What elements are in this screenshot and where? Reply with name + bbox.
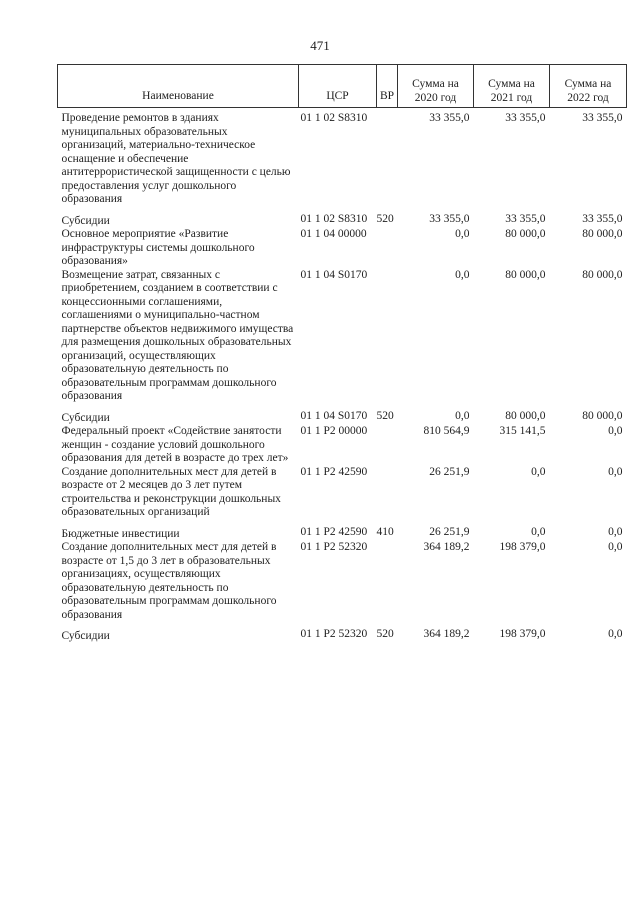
table-row	[58, 112, 627, 207]
row-csr: 01 1 P2 52320	[300, 628, 368, 640]
row-name: Субсидии	[61, 630, 110, 642]
header-csr: ЦСР	[299, 65, 377, 108]
row-vr: 520	[376, 628, 394, 640]
row-vr	[377, 541, 398, 622]
row-sum-2021: 315 141,5	[499, 425, 546, 437]
row-vr	[377, 425, 398, 466]
row-sum-2020: 26 251,9	[429, 525, 470, 538]
row-sum-2022: 80 000,0	[582, 268, 623, 281]
row-sum-2020: 364 189,2	[423, 628, 470, 640]
header-name: Наименование	[58, 65, 299, 108]
row-vr	[377, 228, 398, 269]
row-sum-2021: 0,0	[531, 525, 546, 538]
row-sum-2020: 0,0	[455, 228, 470, 240]
row-sum-2020: 810 564,9	[423, 425, 470, 437]
row-vr	[377, 112, 398, 207]
row-vr: 520	[376, 212, 394, 225]
table-row	[58, 466, 627, 520]
row-name: Возмещение затрат, связанных с приобретением, созданием в соответствии с концессионными соглашениями, соглашениями о муниципально-частном партнерстве объектов недвижимого имущества для размещения дошкольных образовательных организаций, осуществляющих образовательную деятельность по образовательным программам дошкольного образования	[61, 268, 294, 402]
row-sum-2022: 0,0	[608, 465, 623, 478]
row-sum-2021: 198 379,0	[499, 541, 546, 553]
row-csr: 01 1 02 S8310	[300, 112, 368, 124]
row-sum-2020: 26 251,9	[429, 465, 470, 478]
table-row	[58, 520, 627, 542]
page-number: 471	[310, 38, 330, 53]
row-name: Субсидии	[61, 214, 110, 227]
header-sum-2020: Сумма на 2020 год	[398, 65, 474, 108]
row-csr: 01 1 P2 42590	[300, 525, 368, 538]
row-sum-2022: 0,0	[608, 628, 623, 640]
row-sum-2020: 33 355,0	[429, 112, 470, 124]
row-vr: 520	[376, 409, 394, 422]
row-name: Бюджетные инвестиции	[61, 527, 180, 540]
row-sum-2021: 198 379,0	[499, 628, 546, 640]
row-sum-2022: 80 000,0	[582, 228, 623, 240]
row-vr: 410	[376, 525, 394, 538]
row-sum-2021: 33 355,0	[505, 212, 546, 225]
row-csr: 01 1 04 S0170	[300, 409, 368, 422]
row-name: Основное мероприятие «Развитие инфраструктуры системы дошкольного образования»	[61, 228, 255, 267]
row-sum-2022: 80 000,0	[582, 409, 623, 422]
table-header	[58, 65, 627, 108]
table-body	[58, 108, 627, 644]
row-name: Проведение ремонтов в зданиях муниципальных образовательных организаций, материально-техническое оснащение и обеспечение антитеррористической защищенности с целью предоставления услуг дошкольного образования	[61, 112, 291, 205]
row-csr: 01 1 04 S0170	[300, 268, 368, 281]
row-name: Создание дополнительных мест для детей в возрасте от 2 месяцев до 3 лет путем строительства и реконструкции дошкольных образовательных организаций	[61, 465, 281, 518]
table-row	[58, 207, 627, 229]
row-csr: 01 1 02 S8310	[300, 212, 368, 225]
header-sum-2021: Сумма на 2021 год	[474, 65, 550, 108]
row-sum-2021: 80 000,0	[505, 228, 546, 240]
table-row	[58, 425, 627, 466]
header-sum-2022: Сумма на 2022 год	[550, 65, 627, 108]
row-csr: 01 1 P2 42590	[300, 465, 368, 478]
budget-table	[57, 64, 627, 644]
row-sum-2021: 80 000,0	[505, 409, 546, 422]
row-name: Федеральный проект «Содействие занятости женщин - создание условий дошкольного образования для детей в возрасте до трех лет»	[61, 425, 289, 464]
row-sum-2020: 33 355,0	[429, 212, 470, 225]
row-sum-2022: 33 355,0	[582, 112, 623, 124]
row-sum-2021: 80 000,0	[505, 268, 546, 281]
table-row	[58, 622, 627, 644]
table-row	[58, 269, 627, 404]
row-sum-2022: 0,0	[608, 425, 623, 437]
row-sum-2022: 0,0	[608, 541, 623, 553]
row-sum-2021: 33 355,0	[505, 112, 546, 124]
header-vr: ВР	[377, 65, 398, 108]
row-sum-2020: 0,0	[455, 268, 470, 281]
row-sum-2022: 0,0	[608, 525, 623, 538]
row-vr	[377, 466, 398, 520]
row-name: Субсидии	[61, 411, 110, 424]
row-name: Создание дополнительных мест для детей в возрасте от 1,5 до 3 лет в образовательных организациях, осуществляющих образовательную деятельность по образовательным программам дошкольного образования	[61, 541, 277, 621]
row-sum-2020: 364 189,2	[423, 541, 470, 553]
table-row	[58, 228, 627, 269]
row-sum-2021: 0,0	[531, 465, 546, 478]
row-csr: 01 1 P2 52320	[300, 541, 368, 553]
row-vr	[377, 269, 398, 404]
row-csr: 01 1 P2 00000	[300, 425, 368, 437]
row-csr: 01 1 04 00000	[300, 228, 367, 240]
table-row	[58, 404, 627, 426]
row-sum-2020: 0,0	[455, 409, 470, 422]
row-sum-2022: 33 355,0	[582, 212, 623, 225]
table-row	[58, 541, 627, 622]
